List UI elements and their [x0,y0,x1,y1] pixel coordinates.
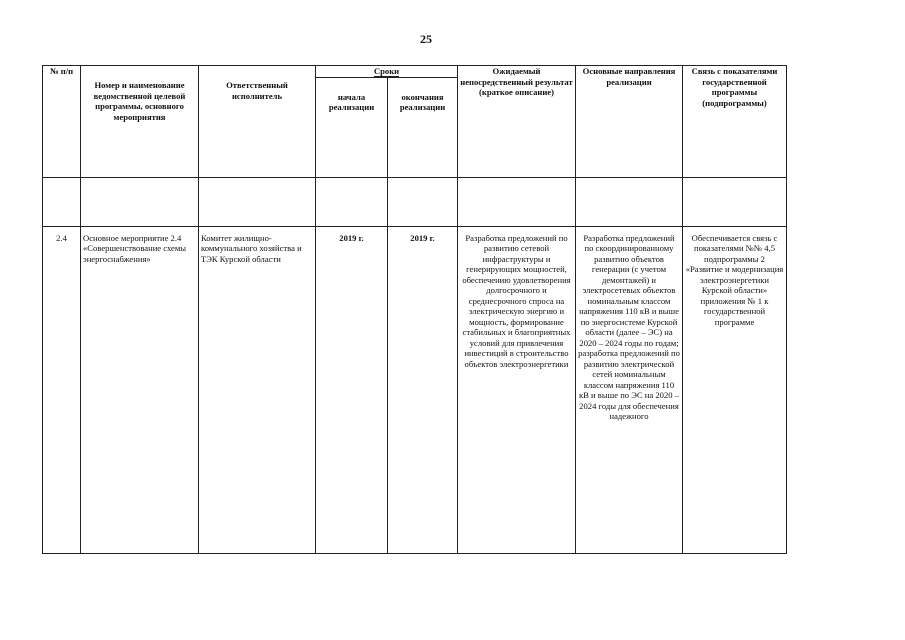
header-terms [316,66,458,78]
header-start: начала реализации [316,77,388,177]
header-num: № п/п [43,66,81,178]
table-row-blank [43,177,787,226]
program-table [42,65,787,554]
header-name: Номер и наименование ведомственной целевой программы, основного мероприятия [81,66,199,178]
row-end: 2019 г. [388,226,458,553]
row-responsible: Комитет жилищно-коммунального хозяйства и ТЭК Курской области [199,226,316,553]
row-start: 2019 г. [316,226,388,553]
row-name: Основное мероприятие 2.4 «Совершенствование схемы энергоснабжения» [81,226,199,553]
header-directions: Основные направления реализации [576,66,683,178]
row-directions: Разработка предложений по скоординированному развитию объектов генерации (с учетом демонтажей) и электросетевых объектов номинальным классом напряжения 110 кВ и выше по энергосистеме Курской области (далее – ЭС) на 2020 – 2024 годы по годам; разработка предложений по развитию электрической сетей номинальным классом напряжения 110 кВ и выше по ЭС на 2020 – 2024 годы для обеспечения надежного [576,226,683,553]
table-row [43,226,787,553]
header-terms-label: Сроки [373,66,400,76]
header-end: окончания реализации [388,77,458,177]
header-link: Связь с показателями государственной программы (подпрограммы) [683,66,787,178]
header-responsible: Ответственный исполнитель [199,66,316,178]
row-link: Обеспечивается связь с показателями №№ 4,5 подпрограммы 2 «Развитие и модернизация электроэнергетики Курской области» приложения № 1 к государственной программе [683,226,787,553]
page-number: 25 [420,32,432,46]
row-num: 2.4 [43,226,81,553]
row-result: Разработка предложений по развитию сетевой инфраструктуры и генерирующих мощностей, обеспечению удовлетворения долгосрочного и среднесрочного спроса на электрическую энергию и мощность, формирование стабильных и благоприятных условий для привлечения инвестиций в строительство объектов электроэнергетики [458,226,576,553]
header-result: Ожидаемый непосредственный результат (краткое описание) [458,66,576,178]
